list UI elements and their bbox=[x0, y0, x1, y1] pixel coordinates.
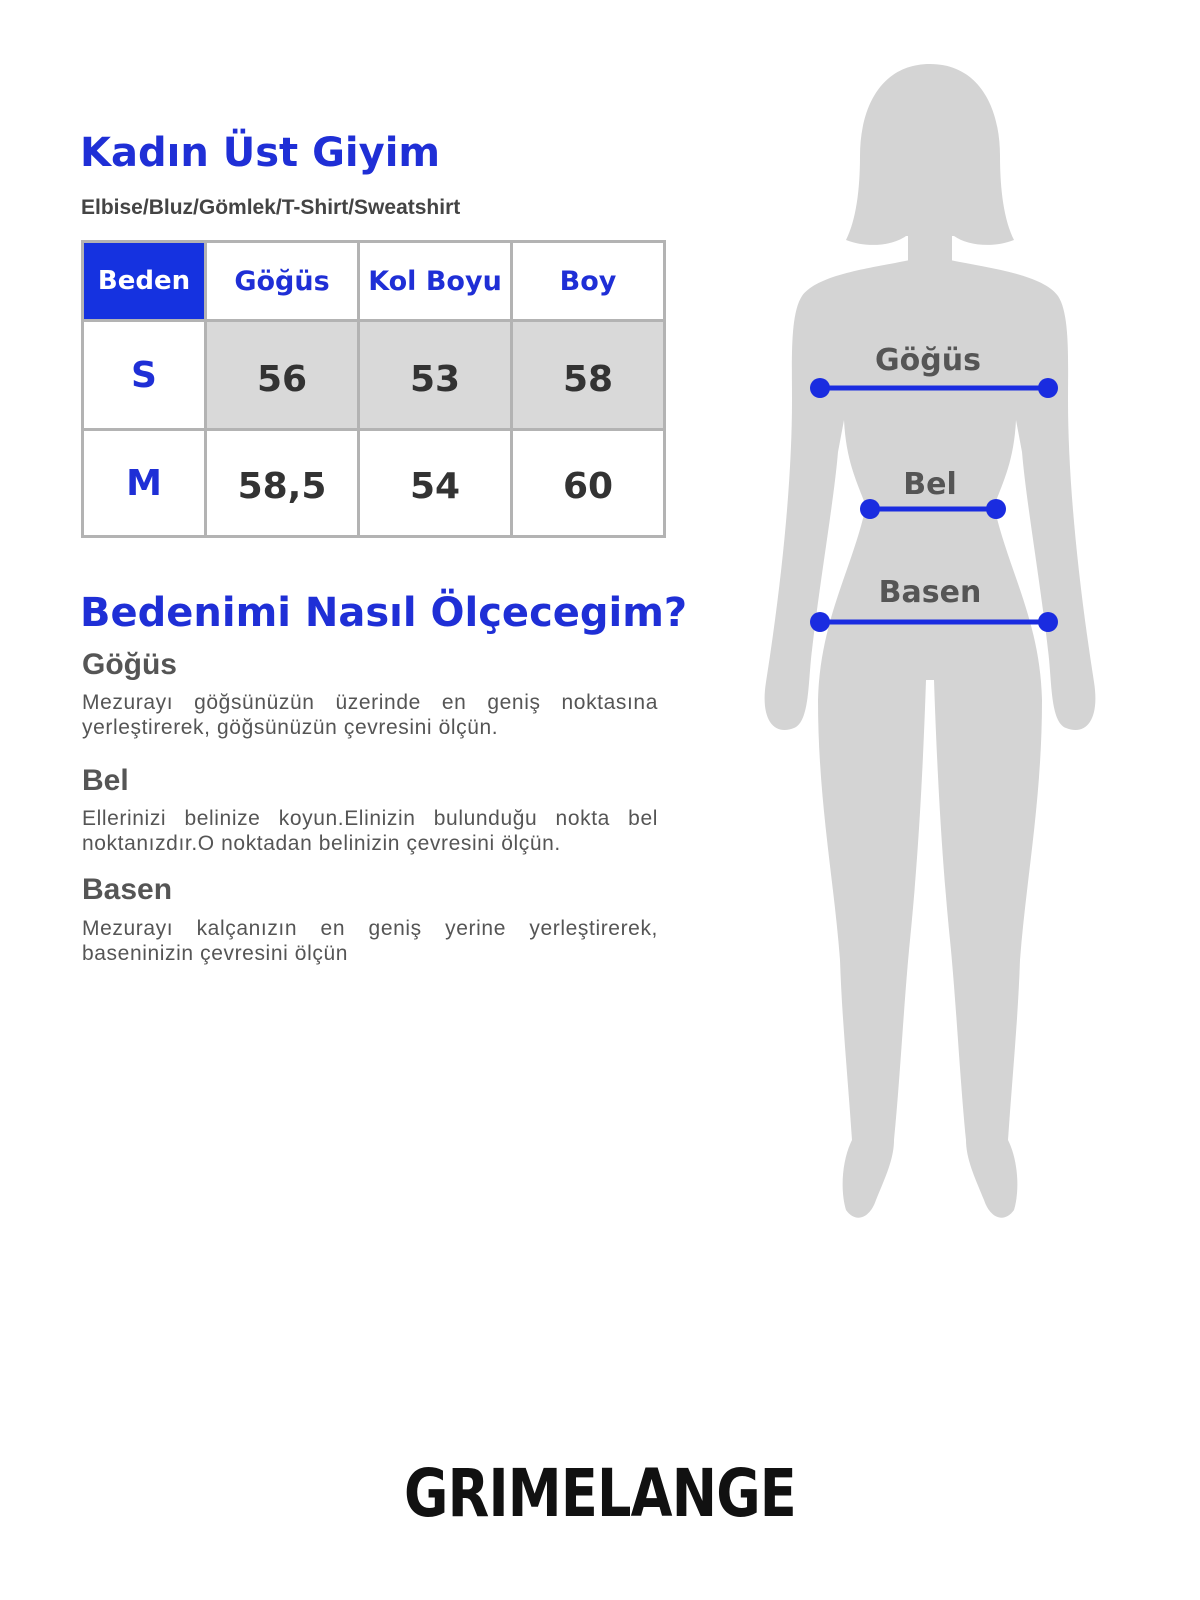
size-table-header-row bbox=[83, 242, 665, 321]
value-cell-boy: 60 bbox=[512, 430, 665, 537]
section-heading-bel: Bel bbox=[82, 764, 129, 797]
header-cell-gogus: Göğüs bbox=[206, 242, 359, 321]
value-cell-kol-boyu: 53 bbox=[359, 321, 512, 430]
page-subtitle: Elbise/Bluz/Gömlek/T-Shirt/Sweatshirt bbox=[81, 196, 461, 219]
table-row bbox=[83, 430, 665, 537]
size-cell: S bbox=[83, 321, 206, 430]
section-text-gogus: Mezurayı göğsünüzün üzerinde en geniş noktasına yerleştirerek, göğsünüzün çevresini ölçün. bbox=[82, 691, 658, 739]
body-silhouette-figure bbox=[760, 60, 1100, 1230]
value-cell-kol-boyu: 54 bbox=[359, 430, 512, 537]
table-row bbox=[83, 321, 665, 430]
value-cell-gogus: 58,5 bbox=[206, 430, 359, 537]
section-text-bel: Ellerinizi belinize koyun.Elinizin bulunduğu nokta bel noktanızdır.O noktadan belinizin çevresini ölçün. bbox=[82, 807, 658, 855]
value-cell-gogus: 56 bbox=[206, 321, 359, 430]
section-text-basen: Mezurayı kalçanızın en geniş yerine yerleştirerek, baseninizin çevresini ölçün bbox=[82, 917, 658, 965]
hip-label: Basen bbox=[878, 575, 982, 610]
header-cell-boy: Boy bbox=[512, 242, 665, 321]
page-title: Kadın Üst Giyim bbox=[80, 130, 441, 176]
size-cell: M bbox=[83, 430, 206, 537]
size-table bbox=[81, 240, 666, 538]
header-cell-kol-boyu: Kol Boyu bbox=[359, 242, 512, 321]
silhouette bbox=[765, 64, 1096, 1218]
brand-logo-text: GRIMELANGE bbox=[404, 1455, 796, 1532]
header-cell-beden: Beden bbox=[83, 242, 206, 321]
section-heading-gogus: Göğüs bbox=[82, 648, 177, 681]
waist-label: Bel bbox=[903, 467, 957, 502]
howto-title: Bedenimi Nasıl Ölçecegim? bbox=[80, 590, 688, 636]
value-cell-boy: 58 bbox=[512, 321, 665, 430]
section-heading-basen: Basen bbox=[82, 873, 173, 906]
chest-label: Göğüs bbox=[875, 343, 981, 378]
